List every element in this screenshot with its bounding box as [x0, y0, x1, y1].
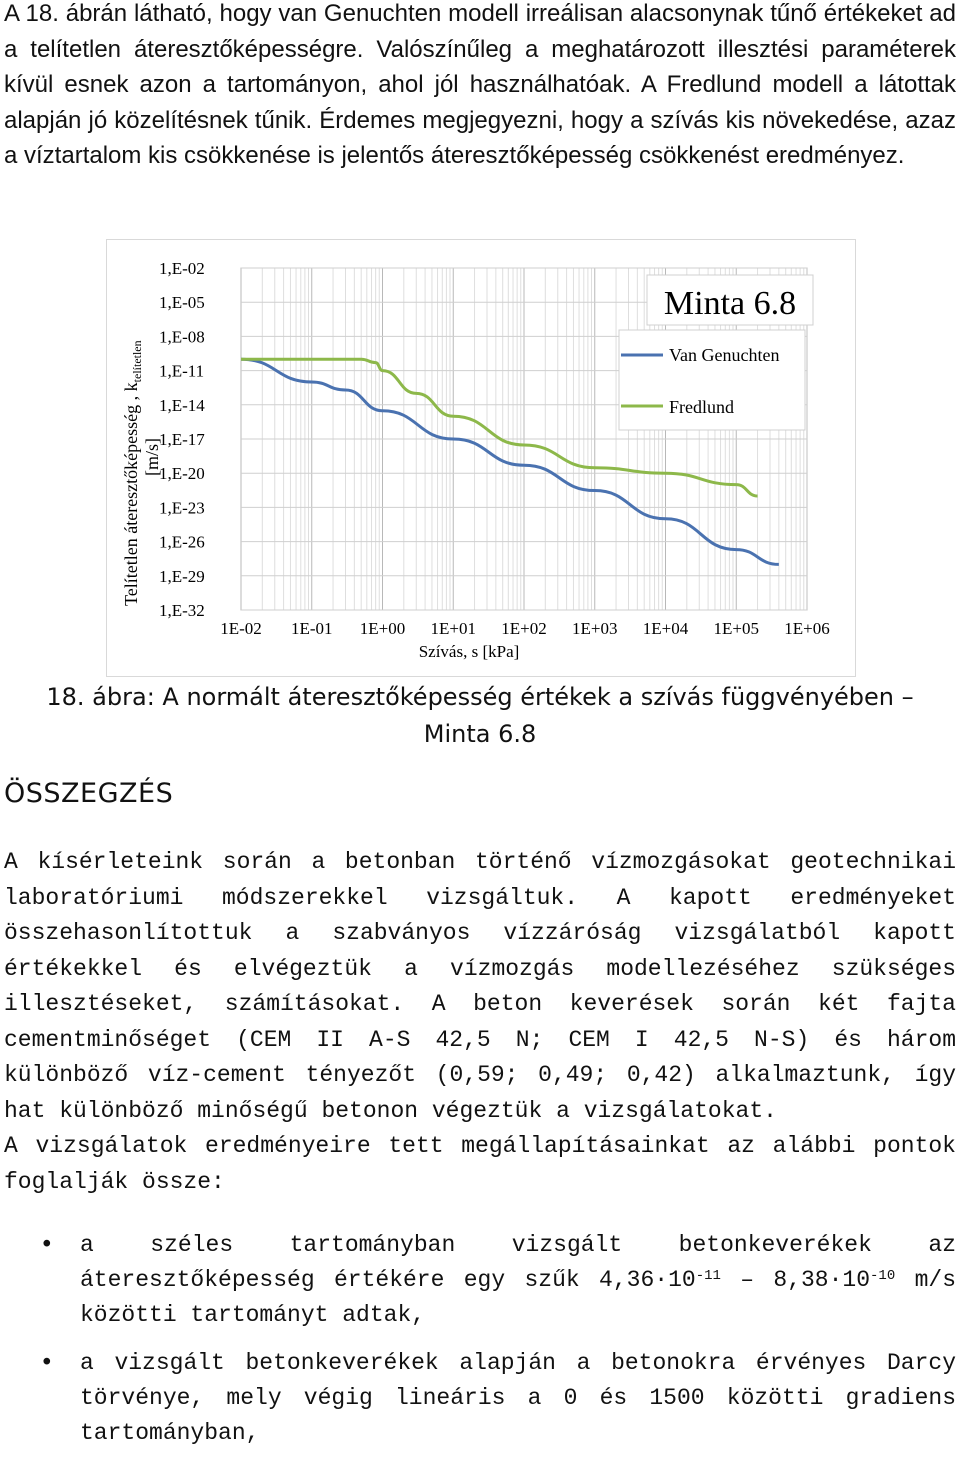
- x-tick-label: 1E-02: [220, 619, 262, 638]
- list-item-exponent-a: -11: [695, 1268, 721, 1284]
- chart-y-axis-label-main: Telítetlen áteresztőképesség , k: [121, 382, 141, 606]
- x-tick-label: 1E+06: [784, 619, 830, 638]
- x-tick-label: 1E+02: [501, 619, 547, 638]
- x-tick-label: 1E+05: [713, 619, 759, 638]
- x-tick-label: 1E-01: [290, 619, 333, 638]
- y-tick-label: 1,E-32: [159, 601, 205, 620]
- chart-x-axis-label: Szívás, s [kPa]: [418, 642, 520, 661]
- summary-paragraph-1: A kísérleteink során a betonban történő vízmozgásokat geotechnikai laboratóriumi módszerekkel vizsgáltuk. A kapott eredményeket összehasonlítottuk a szabványos vízzáróság vizsgálatból kapott értékekkel és elvégeztük a vízmozgás modellezéséhez szükséges illesztéseket, számításokat. A beton keverések során két fajta cementminőséget (CEM II A-S 42,5 N; CEM I 42,5 N-S) és három különböző víz-cement tényezőt (0,59; 0,49; 0,42) alkalmaztunk, így hat különböző minőségű betonon végeztük a vizsgálatokat.: [4, 849, 956, 1124]
- chart-y-axis-unit: [m/s]: [142, 438, 162, 476]
- x-tick-label: 1E+01: [430, 619, 476, 638]
- summary-paragraph-2: A vizsgálatok eredményeire tett megállapításainkat az alábbi pontok foglalják össze:: [4, 1133, 956, 1195]
- chart: [107, 240, 855, 676]
- list-item-text-c: m/s közötti tartományt adtak,: [80, 1267, 957, 1328]
- legend-label-van-genuchten: Van Genuchten: [669, 345, 780, 365]
- intro-paragraph: A 18. ábrán látható, hogy van Genuchten modell irreálisan alacsonynak tűnő értékeket ad a telítetlen áteresztőképességre. Valószínűleg a meghatározott illesztési paraméterek kívül esnek azon a tartományon, ahol jól használhatóak. A Fredlund modell a látottak alapján jó közelítésnek tűnik. Érdemes megjegyezni, hogy a szívás kis növekedése, azaz a víztartalom kis csökkenése is jelentős áteresztőképesség csökkenést eredményez.: [4, 0, 956, 169]
- chart-legend: [619, 330, 805, 430]
- bullet-icon: •: [40, 1350, 54, 1376]
- y-tick-label: 1,E-08: [159, 327, 205, 347]
- list-item-text: a vizsgált betonkeverékek alapján a betonokra érvényes Darcy törvénye, mely végig lineáris a 0 és 1500 közötti gradiens tartományban,: [80, 1350, 956, 1446]
- y-tick-label: 1,E-29: [159, 566, 205, 586]
- findings-list: [0, 1228, 960, 1464]
- y-tick-label: 1,E-05: [159, 293, 205, 313]
- y-tick-label: 1,E-23: [159, 498, 205, 518]
- list-item: [0, 1346, 960, 1451]
- bullet-icon: •: [40, 1232, 54, 1258]
- list-item-text-b: – 8,38·10: [720, 1267, 871, 1293]
- y-tick-label: 1,E-17: [159, 430, 205, 449]
- list-item-text-a: a széles tartományban vizsgált betonkeverékek az áteresztőképesség értékére egy szűk 4,36·10: [80, 1232, 956, 1293]
- x-tick-label: 1E+00: [359, 619, 406, 638]
- x-tick-label: 1E+03: [572, 619, 618, 638]
- y-tick-label: 1,E-26: [159, 532, 205, 552]
- chart-y-axis-label-subscript: telítetlen: [130, 340, 144, 383]
- y-tick-label: 1,E-02: [159, 259, 205, 278]
- figure-caption-line-1: 18. ábra: A normált áteresztőképesség értékek a szívás függvényében –: [46, 683, 914, 711]
- chart-frame: [106, 239, 856, 677]
- section-heading: ÖSSZEGZÉS: [4, 778, 174, 809]
- figure-caption-line-2: Minta 6.8: [423, 720, 537, 748]
- x-tick-label: 1E+04: [642, 619, 689, 638]
- list-item-exponent-b: -10: [870, 1268, 896, 1284]
- y-tick-label: 1,E-20: [159, 464, 205, 484]
- legend-label-fredlund: Fredlund: [669, 397, 734, 417]
- chart-title: Minta 6.8: [663, 285, 797, 322]
- y-tick-label: 1,E-11: [159, 361, 205, 381]
- y-tick-label: 1,E-14: [159, 395, 205, 415]
- chart-y-axis-label: [121, 340, 144, 606]
- list-item: [0, 1228, 960, 1333]
